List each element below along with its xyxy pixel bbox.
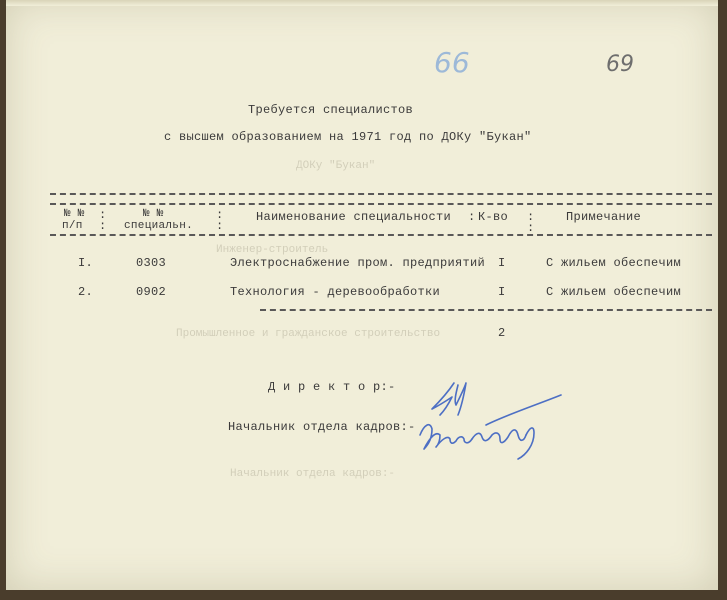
header-separator: : (99, 219, 107, 233)
row-name: Технология - деревообработки (230, 285, 441, 299)
header-code-line2: специальн. (124, 220, 194, 232)
header-note: Примечание (566, 210, 642, 224)
row-note: С жильем обеспечим (546, 285, 682, 299)
page-fold (6, 0, 718, 6)
header-qty: К-во (478, 210, 509, 224)
header-separator: : (216, 219, 224, 233)
title-line-2: с высшем образованием на 1971 год по ДОКу "Букан" (164, 130, 532, 144)
header-separator: : (216, 208, 224, 222)
title-line-1: Требуется специалистов (248, 103, 414, 117)
header-name: Наименование специальности (256, 210, 452, 224)
total-qty: 2 (498, 326, 506, 340)
header-separator: : (99, 208, 107, 222)
row-qty: I (498, 285, 506, 299)
document-page (6, 0, 718, 590)
header-num-line1: № № (64, 208, 85, 220)
signature-scribble (406, 375, 586, 485)
table-top-rule (50, 203, 712, 205)
header-separator: : (468, 210, 476, 224)
row-code: 0902 (136, 285, 167, 299)
header-code-line1: № № (143, 208, 164, 220)
row-num: I. (78, 256, 94, 270)
director-label: Д и р е к т о р:- (268, 380, 396, 394)
page-number-pencil: 69 (606, 52, 634, 77)
header-separator: : (527, 221, 535, 235)
row-note: С жильем обеспечим (546, 256, 682, 270)
row-name: Электроснабжение пром. предприятий (230, 256, 486, 270)
bleed-through-text: Начальник отдела кадров:- (230, 468, 396, 480)
header-bottom-rule (50, 234, 712, 236)
page-number-blue: 66 (434, 46, 470, 79)
bleed-through-text: ДОКу "Букан" (296, 160, 376, 172)
table-top-rule (50, 193, 712, 195)
hr-head-label: Начальник отдела кадров:- (228, 420, 416, 434)
row-code: 0303 (136, 256, 167, 270)
header-num-line2: п/п (62, 220, 83, 232)
total-rule (260, 309, 712, 311)
bleed-through-text: Инженер-строитель (216, 244, 329, 256)
row-qty: I (498, 256, 506, 270)
header-separator: : (527, 210, 535, 224)
row-num: 2. (78, 285, 94, 299)
bleed-through-text: Промышленное и гражданское строительство (176, 328, 441, 340)
